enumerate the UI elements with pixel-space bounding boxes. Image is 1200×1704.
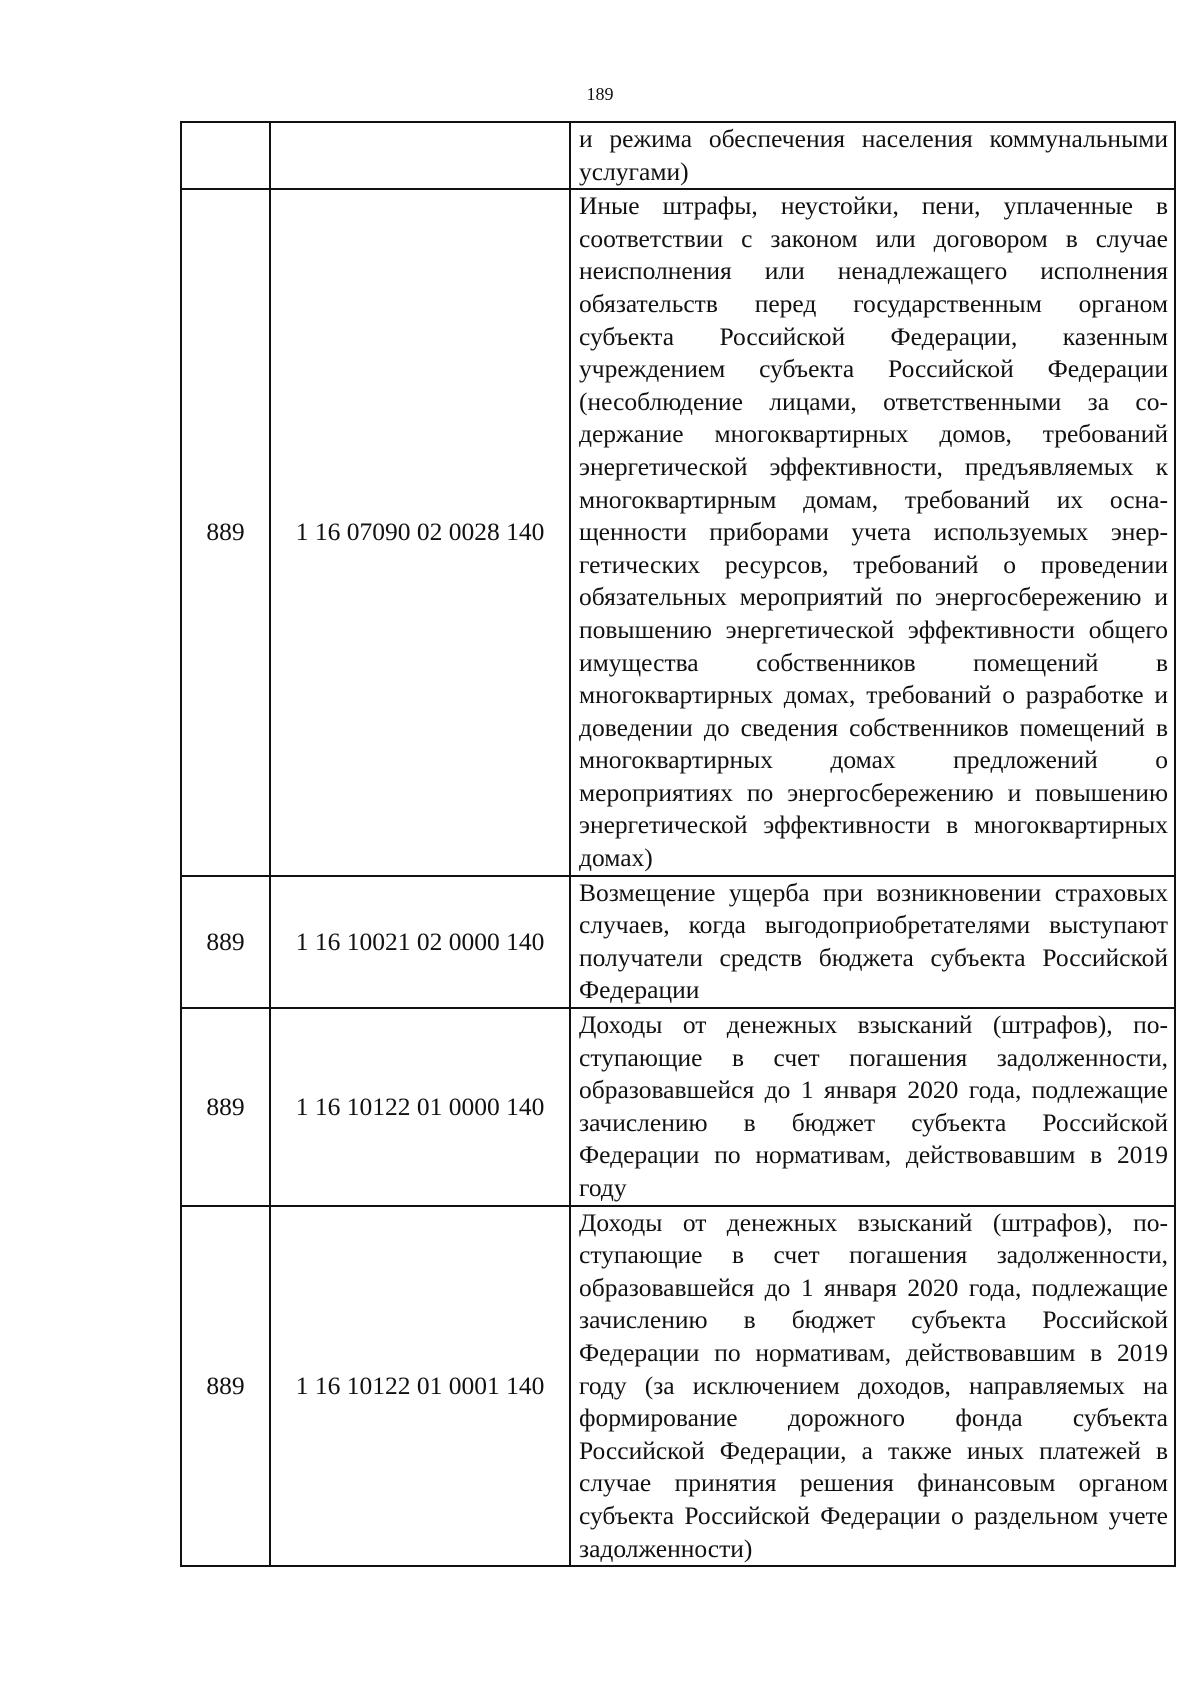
- admin-code-cell: 889: [181, 189, 270, 875]
- budget-code-cell: 1 16 10021 02 0000 140: [270, 876, 570, 1008]
- admin-code-cell: 889: [181, 876, 270, 1008]
- admin-code-cell: 889: [181, 1008, 270, 1206]
- description-text: Возмещение ущерба при возникновении страховых случаев, когда выгодоприобретателями выступают получатели средств бюджета субъекта Российской Федерации: [579, 877, 1168, 1005]
- description-cell: [570, 189, 1175, 875]
- budget-code-cell: [270, 122, 570, 189]
- description-text: Иные штрафы, неустойки, пени, уплаченные в соответствии с законом или договором в случае неисполнения или ненадлежащего исполнения обязательств перед государственным органом субъекта Российской Федерации, казенным учреждением субъекта Российской Федерации (несоблюдение лицами, ответственными за содержание многоквартирных домов, требований энергетической эффективности, предъявляемых к многоквартирным домам, требований их оснащенности приборами учета используемых энергетических ресурсов, требований о проведении обязательных мероприятий по энергосбережению и повышению энергетической эффективности общего имущества собственников помещений в многоквартирных домах, требований о разработке и доведении до сведения собственников помещений в многоквартирных домах предложений о мероприятиях по энергосбережению и повышению энергетической эффективности в многоквартирных домах): [579, 191, 1168, 873]
- budget-code-cell: 1 16 10122 01 0001 140: [270, 1206, 570, 1567]
- description-cell: [570, 1008, 1175, 1206]
- table-row: [181, 189, 1175, 875]
- page-number: 189: [586, 84, 614, 104]
- table-row: [181, 876, 1175, 1008]
- table-row: [181, 1206, 1175, 1567]
- table-row: [181, 122, 1175, 189]
- description-text: Доходы от денежных взысканий (штрафов), поступающие в счет погашения задолженности, образовавшейся до 1 января 2020 года, подлежащие зачислению в бюджет субъекта Российской Федерации по нормативам, действовавшим в 2019 году: [579, 1010, 1168, 1202]
- description-cell: [570, 1206, 1175, 1567]
- description-cell: [570, 122, 1175, 189]
- admin-code-cell: [181, 122, 270, 189]
- description-cell: [570, 876, 1175, 1008]
- budget-code-cell: 1 16 07090 02 0028 140: [270, 189, 570, 875]
- admin-code-cell: 889: [181, 1206, 270, 1567]
- table-row: [181, 1008, 1175, 1206]
- budget-code-cell: 1 16 10122 01 0000 140: [270, 1008, 570, 1206]
- description-text: Доходы от денежных взысканий (штрафов), поступающие в счет погашения задолженности, образовавшейся до 1 января 2020 года, подлежащие зачислению в бюджет субъекта Российской Федерации по нормативам, действовавшим в 2019 году (за исключением доходов, направляемых на формирование дорожного фонда субъекта Российской Федерации, а также иных платежей в случае принятия решения финансовым органом субъекта Российской Федерации о раздельном учете задолженности): [579, 1207, 1168, 1563]
- budget-codes-table: [180, 121, 1176, 1567]
- description-text: и режима обеспечения населения коммунальными услугами): [579, 124, 1168, 186]
